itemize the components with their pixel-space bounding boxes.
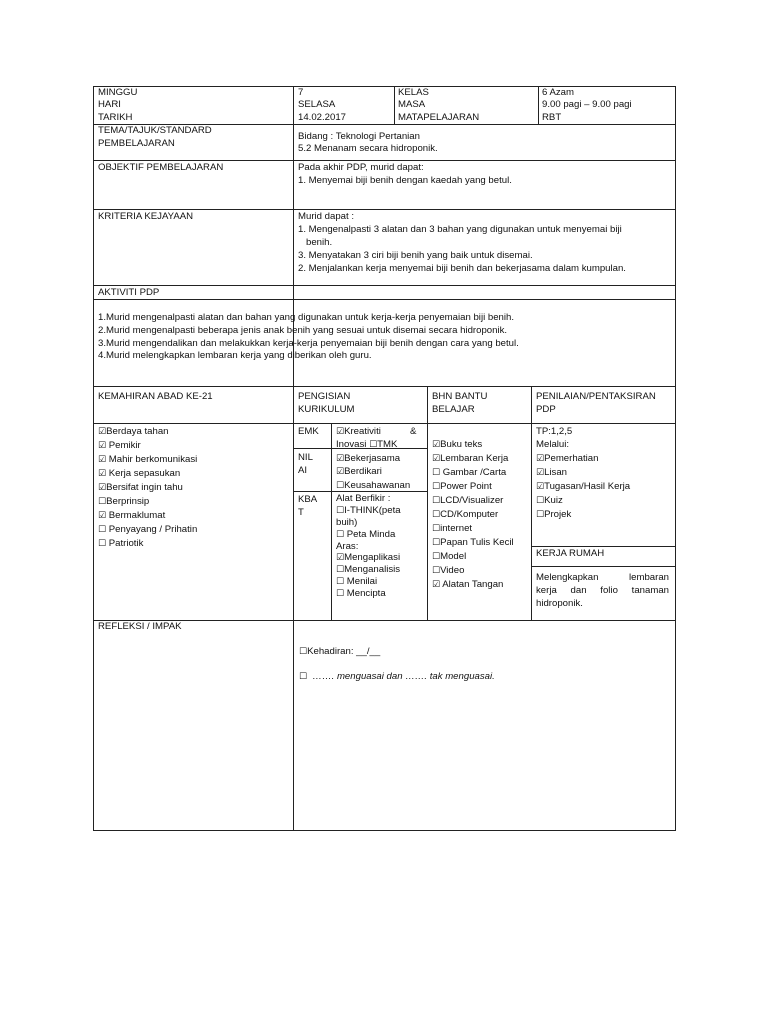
matapelajaran-value: RBT	[542, 112, 562, 123]
kemahiran-item	[98, 524, 197, 537]
checkbox-icon: ☐	[432, 496, 441, 506]
aras-item	[336, 576, 377, 589]
penilaian-header: PENILAIAN/PENTAKSIRAN	[536, 391, 656, 402]
penilaian-item-label: Lisan	[544, 467, 568, 478]
bhn-item	[432, 551, 466, 564]
checkbox-icon: ☑	[98, 455, 107, 465]
bhn-item	[432, 439, 482, 452]
bhn-item-label: Video	[440, 565, 465, 576]
penilaian-item	[536, 467, 567, 480]
bekerjasama-item	[336, 453, 400, 466]
kerja-rumah-label: KERJA RUMAH	[536, 548, 605, 559]
checkbox-icon: ☐	[98, 539, 107, 549]
column-divider	[427, 386, 428, 620]
kriteria-label: KRITERIA KEJAYAAN	[98, 211, 194, 222]
kemahiran-item	[98, 482, 183, 495]
kemahiran-item-label: Berdaya tahan	[106, 426, 169, 437]
tarikh-label: TARIKH	[98, 112, 133, 123]
column-divider	[331, 423, 332, 620]
kerja-rumah-line: kerja dan folio tanaman	[536, 585, 669, 596]
kemahiran-item-label: Berprinsip	[106, 496, 150, 507]
kemahiran-item-label: Bermaklumat	[106, 510, 166, 521]
bhn-item-label: Power Point	[440, 481, 492, 492]
penilaian-item-label: Pemerhatian	[544, 453, 599, 464]
berdikari-label: Berdikari	[344, 466, 382, 477]
checkbox-icon: ☑	[98, 427, 107, 437]
bhn-item	[432, 509, 498, 522]
aktiviti-line: 4.Murid melengkapkan lembaran kerja yang diberikan oleh guru.	[98, 350, 372, 361]
kriteria-intro: Murid dapat :	[298, 211, 354, 222]
column-divider	[538, 86, 539, 124]
checkbox-icon: ☑	[98, 441, 107, 451]
penguasaan-label: ……. menguasai dan ……. tak menguasai.	[312, 671, 495, 682]
tema-label-line2: PEMBELAJARAN	[98, 138, 175, 149]
penilaian-item	[536, 495, 563, 508]
kemahiran-item	[98, 468, 180, 481]
aktiviti-line: 1.Murid mengenalpasti alatan dan bahan yang digunakan untuk kerja-kerja penyemaian biji benih.	[98, 312, 515, 323]
bhn-item-label: Model	[440, 551, 467, 562]
tema-topic: 5.2 Menanam secara hidroponik.	[298, 143, 438, 154]
checkbox-icon: ☐	[432, 524, 441, 534]
pengisian-header-line2: KURIKULUM	[298, 404, 355, 415]
checkbox-icon: ☐	[432, 552, 441, 562]
checkbox-icon: ☐	[432, 566, 441, 576]
bhn-item-label: Gambar /Carta	[440, 467, 507, 478]
kemahiran-header: KEMAHIRAN ABAD KE-21	[98, 391, 213, 402]
checkbox-icon: ☑	[336, 454, 345, 464]
penilaian-item-label: Kuiz	[544, 495, 563, 506]
row-divider	[93, 299, 676, 300]
aktiviti-label: AKTIVITI PDP	[98, 287, 160, 298]
bhn-item	[432, 579, 503, 592]
checkbox-icon: ☐	[536, 496, 545, 506]
bhn-item	[432, 565, 464, 578]
kemahiran-item-label: Penyayang / Prihatin	[106, 524, 198, 535]
keusahawanan-item	[336, 480, 410, 493]
bhn-item-label: Alatan Tangan	[440, 579, 504, 590]
kemahiran-item-label: Patriotik	[106, 538, 144, 549]
penilaian-item-label: Tugasan/Hasil Kerja	[544, 481, 631, 492]
kemahiran-item-label: Kerja sepasukan	[106, 468, 181, 479]
checkbox-icon: ☐	[98, 497, 107, 507]
kbat-label-line2: T	[298, 507, 304, 518]
matapelajaran-label: MATAPELAJARAN	[398, 112, 480, 123]
aras-item-label: Mengaplikasi	[344, 552, 401, 563]
penilaian-item	[536, 453, 598, 466]
tmk-label: TMK	[377, 439, 398, 450]
checkbox-icon: ☐	[336, 589, 345, 599]
emk-label: EMK	[298, 426, 319, 437]
aras-item-label: Menganalisis	[344, 564, 401, 575]
ampersand: &	[410, 426, 417, 437]
aras-item	[336, 564, 400, 577]
kreativiti-item	[336, 426, 381, 439]
checkbox-icon: ☐	[369, 440, 378, 450]
checkbox-icon: ☑	[336, 427, 345, 437]
bhn-item	[432, 537, 514, 550]
checkbox-icon: ☐	[536, 510, 545, 520]
checkbox-icon: ☐	[432, 510, 441, 520]
checkbox-icon: ☐	[336, 577, 345, 587]
inovasi-label: Inovasi	[336, 439, 367, 450]
aras-item-label: Menilai	[344, 576, 378, 587]
aras-item-label: Mencipta	[344, 588, 386, 599]
kemahiran-item-label: Pemikir	[106, 440, 141, 451]
checkbox-icon: ☑	[336, 553, 345, 563]
bhn-header: BHN BANTU	[432, 391, 488, 402]
kehadiran-field[interactable]	[299, 646, 380, 659]
tema-bidang: Bidang : Teknologi Pertanian	[298, 131, 420, 142]
kemahiran-item	[98, 440, 141, 453]
kelas-label: KELAS	[398, 87, 429, 98]
tp-value: TP:1,2,5	[536, 426, 573, 437]
checkbox-icon: ☐	[336, 481, 345, 491]
checkbox-icon[interactable]: ☐	[299, 647, 308, 657]
peta-minda-item	[336, 529, 395, 542]
checkbox-icon: ☑	[98, 511, 107, 521]
peta-minda-label: Peta Minda	[344, 529, 396, 540]
checkbox-icon: ☐	[432, 538, 441, 548]
minggu-value: 7	[298, 87, 304, 98]
ithink-label: I-THINK(peta	[344, 505, 401, 516]
kelas-value: 6 Azam	[542, 87, 574, 98]
pengisian-header: PENGISIAN	[298, 391, 351, 402]
objektif-item: 1. Menyemai biji benih dengan kaedah yang betul.	[298, 175, 512, 186]
aras-label: Aras:	[336, 541, 359, 552]
aktiviti-line: 2.Murid mengenalpasti beberapa jenis anak benih yang sesuai untuk disemai secara hidroponik.	[98, 325, 508, 336]
keusahawanan-label: Keusahawanan	[344, 480, 411, 491]
nilai-label: NIL	[298, 452, 313, 463]
column-divider	[394, 86, 395, 124]
kreativiti-label: Kreativiti	[344, 426, 381, 437]
bhn-item-label: Buku teks	[440, 439, 483, 450]
bhn-item	[432, 453, 508, 466]
bhn-item	[432, 523, 472, 536]
checkbox-icon: ☑	[536, 482, 545, 492]
checkbox-icon: ☑	[336, 467, 345, 477]
kriteria-line: benih.	[306, 237, 333, 248]
berdikari-item	[336, 466, 382, 479]
checkbox-icon: ☐	[336, 565, 345, 575]
row-divider	[93, 209, 676, 210]
bhn-item-label: LCD/Visualizer	[440, 495, 504, 506]
bhn-item	[432, 495, 503, 508]
objektif-label: OBJEKTIF PEMBELAJARAN	[98, 162, 224, 173]
row-divider	[93, 285, 676, 286]
penilaian-item-label: Projek	[544, 509, 572, 520]
aras-item	[336, 588, 386, 601]
row-divider	[93, 423, 676, 424]
checkbox-icon: ☐	[336, 530, 345, 540]
objektif-intro: Pada akhir PDP, murid dapat:	[298, 162, 424, 173]
kriteria-line: 2. Menjalankan kerja menyemai biji benih dan bekerjasama dalam kumpulan.	[298, 263, 626, 274]
penilaian-header-line2: PDP	[536, 404, 556, 415]
masa-value: 9.00 pagi – 9.00 pagi	[542, 99, 632, 110]
melalui-label: Melalui:	[536, 439, 570, 450]
bekerjasama-label: Bekerjasama	[344, 453, 401, 464]
aktiviti-line: 3.Murid mengendalikan dan melakukkan kerja-kerja penyemaian biji benih dengan cara yang betul.	[98, 338, 519, 349]
kemahiran-item	[98, 454, 197, 467]
ithink-label-line2: buih)	[336, 517, 358, 528]
kemahiran-item	[98, 538, 143, 551]
checkbox-icon: ☑	[432, 580, 441, 590]
bhn-header-line2: BELAJAR	[432, 404, 475, 415]
checkbox-icon: ☑	[536, 468, 545, 478]
alat-berfikir-label: Alat Berfikir :	[336, 493, 391, 504]
hari-label: HARI	[98, 99, 121, 110]
cell-divider	[531, 546, 676, 547]
column-divider	[293, 86, 294, 831]
aras-item	[336, 552, 400, 565]
bhn-item	[432, 481, 492, 494]
checkbox-icon: ☑	[98, 469, 107, 479]
tarikh-value: 14.02.2017	[298, 112, 347, 123]
checkbox-icon: ☑	[432, 440, 441, 450]
bhn-item-label: internet	[440, 523, 473, 534]
checkbox-icon: ☑	[536, 454, 545, 464]
row-divider	[93, 160, 676, 161]
cell-divider	[531, 566, 676, 567]
penilaian-item	[536, 481, 630, 494]
bhn-item	[432, 467, 506, 480]
bhn-item-label: CD/Komputer	[440, 509, 499, 520]
checkbox-icon: ☐	[336, 506, 345, 516]
minggu-label: MINGGU	[98, 87, 138, 98]
kehadiran-label: Kehadiran: __/__	[307, 646, 381, 657]
kerja-rumah-line: hidroponik.	[536, 598, 583, 609]
nilai-label-line2: AI	[298, 465, 308, 476]
ithink-item	[336, 505, 401, 518]
checkbox-icon: ☑	[98, 483, 107, 493]
penilaian-item	[536, 509, 571, 522]
penguasaan-field[interactable]	[299, 671, 495, 684]
kemahiran-item	[98, 496, 149, 509]
checkbox-icon: ☐	[432, 468, 441, 478]
kemahiran-item	[98, 426, 168, 439]
tema-label: TEMA/TAJUK/STANDARD	[98, 125, 212, 136]
kerja-rumah-line: Melengkapkan lembaran	[536, 572, 669, 583]
checkbox-icon: ☐	[432, 482, 441, 492]
bhn-item-label: Lembaran Kerja	[440, 453, 509, 464]
refleksi-label: REFLEKSI / IMPAK	[98, 621, 182, 632]
checkbox-icon[interactable]: ☐	[299, 672, 308, 682]
bhn-item-label: Papan Tulis Kecil	[440, 537, 514, 548]
kriteria-line: 1. Mengenalpasti 3 alatan dan 3 bahan yang digunakan untuk menyemai biji	[298, 224, 622, 235]
kbat-label: KBA	[298, 494, 318, 505]
kriteria-line: 3. Menyatakan 3 ciri biji benih yang baik untuk disemai.	[298, 250, 533, 261]
hari-value: SELASA	[298, 99, 336, 110]
masa-label: MASA	[398, 99, 426, 110]
kemahiran-item-label: Mahir berkomunikasi	[106, 454, 198, 465]
kemahiran-item-label: Bersifat ingin tahu	[106, 482, 183, 493]
checkbox-icon: ☐	[98, 525, 107, 535]
row-divider	[93, 386, 676, 387]
inovasi-item	[336, 439, 397, 452]
checkbox-icon: ☑	[432, 454, 441, 464]
kemahiran-item	[98, 510, 165, 523]
column-divider	[531, 386, 532, 620]
